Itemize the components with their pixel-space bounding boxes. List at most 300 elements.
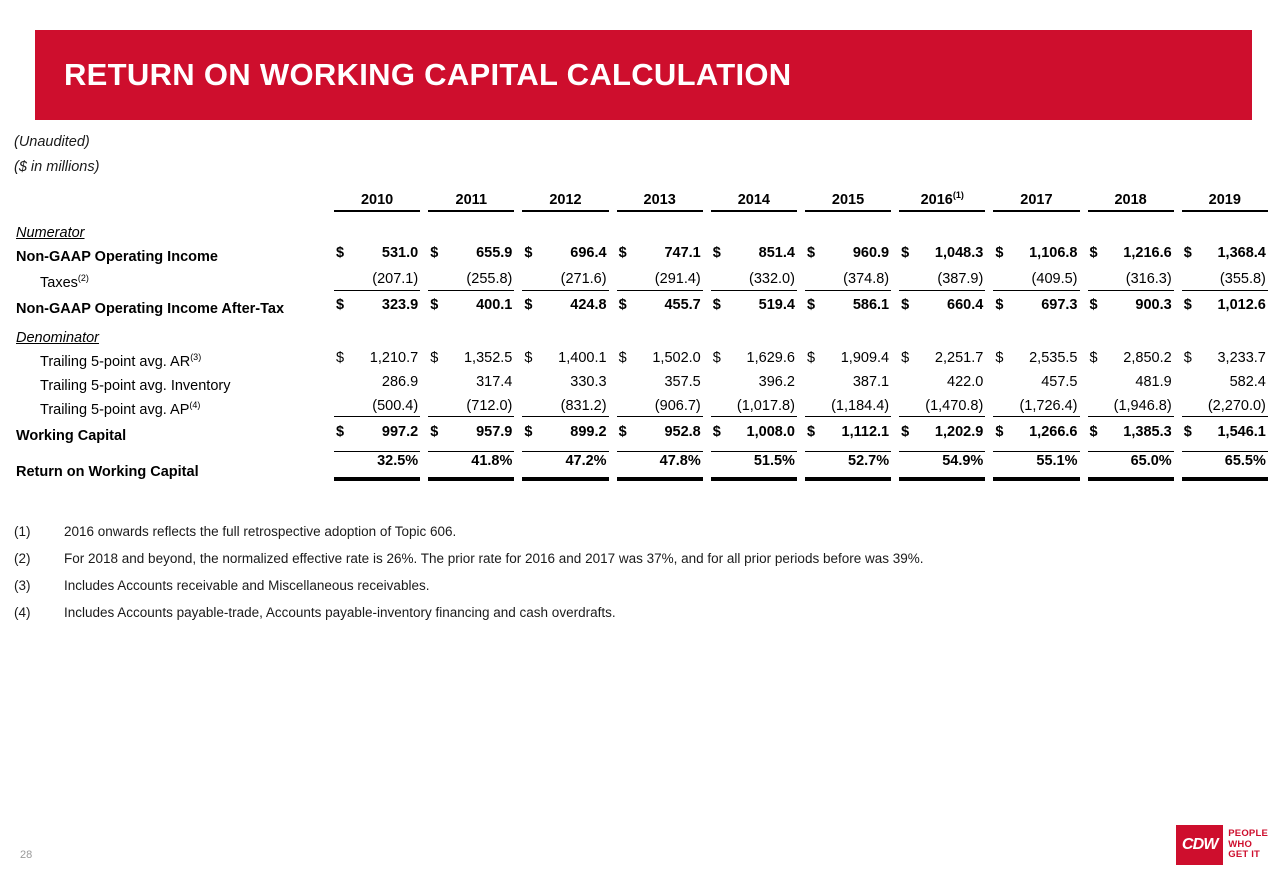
cell-value: (906.7) xyxy=(654,397,701,414)
cell-value: (355.8) xyxy=(1219,271,1266,287)
currency-symbol: $ xyxy=(995,423,1004,440)
cell-taxes-2014 xyxy=(707,265,801,291)
total-rule-bottom xyxy=(805,477,891,481)
cell-wc-2010 xyxy=(330,417,424,443)
cell-taxes-2019 xyxy=(1178,265,1272,291)
row-label-avg-ap xyxy=(14,393,330,417)
header-rule xyxy=(1182,210,1268,212)
cell-value: (387.9) xyxy=(937,271,984,287)
cell-oiat-2018 xyxy=(1084,291,1178,317)
spacer-cell xyxy=(14,212,1272,226)
currency-symbol: $ xyxy=(1183,349,1192,366)
column-header-2010 xyxy=(330,180,424,212)
currency-symbol: $ xyxy=(806,245,816,261)
cell-value: 32.5% xyxy=(377,452,419,469)
year-label: 2011 xyxy=(455,191,488,208)
cell-rowc-2018 xyxy=(1084,451,1178,479)
cell-value: 357.5 xyxy=(664,373,701,390)
cell-ap-2010 xyxy=(330,393,424,417)
cdw-tagline xyxy=(1228,829,1268,861)
cell-taxes-2017 xyxy=(989,265,1083,291)
spacer-row xyxy=(14,317,1272,331)
currency-symbol: $ xyxy=(336,297,345,313)
row-label-avg-ar xyxy=(14,345,330,369)
currency-symbol: $ xyxy=(1183,297,1192,313)
header-rule xyxy=(522,210,608,212)
cell-value: 54.9% xyxy=(942,452,984,469)
total-rule-top xyxy=(617,451,703,452)
cell-value: 3,233.7 xyxy=(1217,349,1266,366)
cell-value: 55.1% xyxy=(1036,452,1078,469)
cell-value: (316.3) xyxy=(1125,271,1172,287)
cell-ap-2012 xyxy=(518,393,612,417)
cell-ap-2019 xyxy=(1178,393,1272,417)
rowc-table xyxy=(14,180,1272,479)
cell-value: (1,184.4) xyxy=(831,397,890,414)
cell-rowc-2019 xyxy=(1178,451,1272,479)
cell-ap-2018 xyxy=(1084,393,1178,417)
table-row xyxy=(14,241,1272,265)
tagline-line-2: WHO xyxy=(1228,838,1253,850)
cell-value: 41.8% xyxy=(471,452,513,469)
cell-value: 400.1 xyxy=(476,297,513,313)
table-row xyxy=(14,369,1272,393)
currency-symbol: $ xyxy=(430,297,439,313)
currency-symbol: $ xyxy=(1089,349,1098,366)
page-number: 28 xyxy=(20,849,33,861)
currency-symbol: $ xyxy=(806,349,816,366)
cell-value: 286.9 xyxy=(381,373,419,390)
cell-value: 1,112.1 xyxy=(841,423,890,440)
cell-value: 519.4 xyxy=(758,297,795,313)
row-label-text: Taxes xyxy=(40,275,78,291)
header-rule xyxy=(334,210,420,212)
cell-value: 323.9 xyxy=(381,297,419,313)
cell-oiat-2011 xyxy=(424,291,518,317)
currency-symbol: $ xyxy=(712,349,721,366)
column-header-2015 xyxy=(801,180,895,212)
table-row xyxy=(14,393,1272,417)
footnote-ref: (2) xyxy=(77,273,89,284)
footnote-marker: (3) xyxy=(14,578,31,593)
title-banner xyxy=(35,30,1252,120)
cell-inv-2018 xyxy=(1084,369,1178,393)
cell-oiat-2014 xyxy=(707,291,801,317)
footnote-ref: (3) xyxy=(190,351,202,362)
cell-ar-2014 xyxy=(707,345,801,369)
total-rule-bottom xyxy=(428,477,514,481)
year-label: 2013 xyxy=(643,191,676,208)
cell-value: 957.9 xyxy=(476,423,513,440)
footnote-item xyxy=(14,578,1254,593)
currency-symbol: $ xyxy=(430,423,439,440)
caption-units: ($ in millions) xyxy=(14,159,100,175)
cell-oiat-2017 xyxy=(989,291,1083,317)
cell-value: 1,629.6 xyxy=(746,349,795,366)
row-label-working-capital: Working Capital xyxy=(16,427,127,444)
currency-symbol: $ xyxy=(712,245,721,261)
cell-oiat-2012 xyxy=(518,291,612,317)
cdw-logo-mark xyxy=(1176,825,1223,865)
cell-value: 696.4 xyxy=(570,245,607,261)
cell-value: 1,048.3 xyxy=(934,245,984,261)
cell-value: (2,270.0) xyxy=(1207,397,1266,414)
cell-value: 1,210.7 xyxy=(369,349,419,366)
cell-wc-2014 xyxy=(707,417,801,443)
currency-symbol: $ xyxy=(618,423,627,440)
cell-wc-2018 xyxy=(1084,417,1178,443)
cell-taxes-2015 xyxy=(801,265,895,291)
cell-rowc-2010 xyxy=(330,451,424,479)
row-label-operating-income: Non-GAAP Operating Income xyxy=(16,249,218,265)
footnote-marker: (4) xyxy=(14,605,31,620)
currency-symbol: $ xyxy=(524,423,533,440)
cell-wc-2013 xyxy=(613,417,707,443)
footnote-text: 2016 onwards reflects the full retrospective adoption of Topic 606. xyxy=(64,524,457,539)
header-rule xyxy=(993,210,1079,212)
cell-value: 1,400.1 xyxy=(558,349,607,366)
cell-value: 660.4 xyxy=(947,297,984,313)
footnote-marker: (1) xyxy=(14,524,31,539)
total-rule-top xyxy=(1182,451,1268,452)
year-label: 2019 xyxy=(1208,191,1241,208)
total-rule-top xyxy=(1088,451,1174,452)
section-denominator-row xyxy=(14,331,1272,346)
cell-value: (1,946.8) xyxy=(1113,397,1172,414)
total-rule-top xyxy=(805,451,891,452)
cell-wc-2017 xyxy=(989,417,1083,443)
cell-ar-2019 xyxy=(1178,345,1272,369)
total-rule-bottom xyxy=(1088,477,1174,481)
section-numerator-row xyxy=(14,226,1272,241)
cell-oi-2019 xyxy=(1178,241,1272,265)
cell-inv-2011 xyxy=(424,369,518,393)
cell-value: (207.1) xyxy=(372,271,419,287)
cell-value: 997.2 xyxy=(381,423,419,440)
cell-value: (271.6) xyxy=(560,271,607,287)
currency-symbol: $ xyxy=(618,245,627,261)
cell-value: 396.2 xyxy=(758,373,795,390)
currency-symbol: $ xyxy=(995,245,1004,261)
cell-value: (1,017.8) xyxy=(736,397,795,414)
cell-value: 952.8 xyxy=(664,423,701,440)
cell-rowc-2014 xyxy=(707,451,801,479)
total-rule-top xyxy=(993,451,1079,452)
currency-symbol: $ xyxy=(806,297,816,313)
cell-ar-2015 xyxy=(801,345,895,369)
cell-rowc-2011 xyxy=(424,451,518,479)
footnote-item xyxy=(14,551,1254,566)
header-rule xyxy=(899,210,985,212)
total-rule-top xyxy=(428,451,514,452)
cell-ap-2013 xyxy=(613,393,707,417)
cell-taxes-2010 xyxy=(330,265,424,291)
year-label: 2017 xyxy=(1020,191,1053,208)
cell-ar-2016 xyxy=(895,345,989,369)
cell-value: 2,850.2 xyxy=(1123,349,1172,366)
cdw-wordmark: CDW xyxy=(1181,836,1218,853)
header-rule xyxy=(805,210,891,212)
currency-symbol: $ xyxy=(1089,245,1098,261)
caption-unaudited: (Unaudited) xyxy=(14,134,90,150)
cell-rowc-2016 xyxy=(895,451,989,479)
cell-taxes-2018 xyxy=(1084,265,1178,291)
cell-value: 900.3 xyxy=(1135,297,1172,313)
cell-value: 586.1 xyxy=(852,297,890,313)
total-rule-bottom xyxy=(993,477,1079,481)
total-rule-bottom xyxy=(617,477,703,481)
cell-taxes-2012 xyxy=(518,265,612,291)
cell-value: 457.5 xyxy=(1041,373,1078,390)
currency-symbol: $ xyxy=(336,423,345,440)
year-sup: (1) xyxy=(952,189,964,200)
cell-value: 47.2% xyxy=(565,452,607,469)
currency-symbol: $ xyxy=(901,349,910,366)
column-header-2014 xyxy=(707,180,801,212)
cell-value: (500.4) xyxy=(372,397,419,414)
footnotes-block xyxy=(14,524,1254,632)
cell-value: 2,251.7 xyxy=(934,349,984,366)
currency-symbol: $ xyxy=(524,245,533,261)
cell-oiat-2016 xyxy=(895,291,989,317)
cell-ap-2014 xyxy=(707,393,801,417)
cell-oiat-2013 xyxy=(613,291,707,317)
currency-symbol: $ xyxy=(901,297,910,313)
spacer-cell xyxy=(14,317,1272,331)
cell-value: (374.8) xyxy=(843,271,890,287)
cell-rowc-2012 xyxy=(518,451,612,479)
year-label: 2015 xyxy=(831,191,865,208)
header-rule xyxy=(1088,210,1174,212)
year-label: 2018 xyxy=(1114,191,1147,208)
cell-ap-2017 xyxy=(989,393,1083,417)
cell-value: (1,470.8) xyxy=(925,397,984,414)
cell-value: 1,012.6 xyxy=(1217,297,1266,313)
cell-wc-2016 xyxy=(895,417,989,443)
table-row xyxy=(14,345,1272,369)
cell-wc-2015 xyxy=(801,417,895,443)
currency-symbol: $ xyxy=(806,423,816,440)
cell-value: 51.5% xyxy=(753,452,795,469)
table-header-row xyxy=(14,180,1272,212)
cell-inv-2010 xyxy=(330,369,424,393)
spacer-row xyxy=(14,443,1272,451)
section-header-denominator: Denominator xyxy=(16,329,100,346)
currency-symbol: $ xyxy=(995,349,1004,366)
section-blank xyxy=(330,226,1272,241)
cell-inv-2016 xyxy=(895,369,989,393)
cell-value: 899.2 xyxy=(570,423,607,440)
cell-value: 1,106.8 xyxy=(1029,245,1078,261)
table-row xyxy=(14,451,1272,479)
cell-oiat-2019 xyxy=(1178,291,1272,317)
cell-taxes-2013 xyxy=(613,265,707,291)
total-rule-bottom xyxy=(522,477,608,481)
footnote-text: For 2018 and beyond, the normalized effective rate is 26%. The prior rate for 2016 and 2017 was 37%, and for all prior periods before was 39%. xyxy=(64,551,924,566)
currency-symbol: $ xyxy=(995,297,1004,313)
currency-symbol: $ xyxy=(430,245,439,261)
cell-oi-2011 xyxy=(424,241,518,265)
year-label: 2014 xyxy=(737,191,770,208)
cell-ap-2015 xyxy=(801,393,895,417)
column-header-2016 xyxy=(895,180,989,212)
cell-ap-2011 xyxy=(424,393,518,417)
cell-value: 387.1 xyxy=(852,373,890,390)
cell-value: 1,266.6 xyxy=(1029,423,1078,440)
header-rule xyxy=(617,210,703,212)
currency-symbol: $ xyxy=(336,349,345,366)
row-label-text: Trailing 5-point avg. AP xyxy=(40,401,190,418)
row-label-operating-income-after-tax: Non-GAAP Operating Income After-Tax xyxy=(16,301,285,317)
footnote-item xyxy=(14,605,1254,620)
cell-ar-2013 xyxy=(613,345,707,369)
cell-rowc-2013 xyxy=(613,451,707,479)
currency-symbol: $ xyxy=(618,297,627,313)
cell-value: 1,385.3 xyxy=(1123,423,1172,440)
currency-symbol: $ xyxy=(901,245,910,261)
cell-inv-2017 xyxy=(989,369,1083,393)
total-rule-top xyxy=(522,451,608,452)
total-rule-bottom xyxy=(899,477,985,481)
cell-taxes-2011 xyxy=(424,265,518,291)
cell-oi-2010 xyxy=(330,241,424,265)
currency-symbol: $ xyxy=(1183,423,1192,440)
currency-symbol: $ xyxy=(1089,423,1098,440)
cell-value: 1,008.0 xyxy=(746,423,795,440)
cdw-logo xyxy=(1176,823,1268,867)
table-row xyxy=(14,291,1272,317)
cell-value: 52.7% xyxy=(848,452,890,469)
cell-value: 65.0% xyxy=(1130,452,1172,469)
cell-oi-2016 xyxy=(895,241,989,265)
cell-value: (291.4) xyxy=(654,271,701,287)
cell-inv-2019 xyxy=(1178,369,1272,393)
cell-taxes-2016 xyxy=(895,265,989,291)
section-header-numerator: Numerator xyxy=(16,225,85,241)
cell-oi-2013 xyxy=(613,241,707,265)
cell-ar-2012 xyxy=(518,345,612,369)
total-rule-bottom xyxy=(711,477,797,481)
cell-wc-2019 xyxy=(1178,417,1272,443)
cell-value: (255.8) xyxy=(466,271,513,287)
total-rule-top xyxy=(334,451,420,452)
footnote-text: Includes Accounts receivable and Miscellaneous receivables. xyxy=(64,578,430,593)
cell-value: 851.4 xyxy=(758,245,795,261)
cell-oi-2017 xyxy=(989,241,1083,265)
currency-symbol: $ xyxy=(712,297,721,313)
cell-oi-2018 xyxy=(1084,241,1178,265)
footnote-item xyxy=(14,524,1254,539)
currency-symbol: $ xyxy=(1183,245,1192,261)
cell-oiat-2010 xyxy=(330,291,424,317)
row-label-return-on-working-capital: Return on Working Capital xyxy=(16,463,199,480)
row-label-text: Trailing 5-point avg. AR xyxy=(40,353,191,370)
cell-oi-2012 xyxy=(518,241,612,265)
currency-symbol: $ xyxy=(524,297,533,313)
currency-symbol: $ xyxy=(901,423,910,440)
year-label: 2016 xyxy=(920,191,953,208)
currency-symbol: $ xyxy=(336,245,345,261)
cell-value: 1,202.9 xyxy=(934,423,984,440)
cell-value: (1,726.4) xyxy=(1019,397,1078,414)
total-rule-top xyxy=(899,451,985,452)
cell-value: (332.0) xyxy=(748,271,795,287)
footnote-text: Includes Accounts payable-trade, Accounts payable-inventory financing and cash overdrafts. xyxy=(64,605,616,620)
section-blank xyxy=(330,331,1272,346)
footnote-marker: (2) xyxy=(14,551,31,566)
spacer-cell xyxy=(14,443,1272,451)
footnote-ref: (4) xyxy=(189,399,201,410)
cell-inv-2013 xyxy=(613,369,707,393)
cell-ar-2010 xyxy=(330,345,424,369)
cell-value: 65.5% xyxy=(1224,452,1266,469)
cell-inv-2014 xyxy=(707,369,801,393)
tagline-line-3: GET IT xyxy=(1228,849,1261,861)
tagline-line-1: PEOPLE xyxy=(1228,828,1268,840)
cell-value: 317.4 xyxy=(476,373,513,390)
cell-value: 747.1 xyxy=(664,245,701,261)
cell-value: 1,216.6 xyxy=(1123,245,1172,261)
cell-value: 330.3 xyxy=(570,373,607,390)
cell-value: (831.2) xyxy=(560,397,607,414)
cell-wc-2011 xyxy=(424,417,518,443)
column-header-2019 xyxy=(1178,180,1272,212)
header-rule xyxy=(711,210,797,212)
table-row xyxy=(14,265,1272,291)
cell-ar-2018 xyxy=(1084,345,1178,369)
currency-symbol: $ xyxy=(618,349,627,366)
cell-value: 47.8% xyxy=(659,452,701,469)
total-rule-bottom xyxy=(334,477,420,481)
cell-value: 655.9 xyxy=(476,245,513,261)
table-row xyxy=(14,417,1272,443)
cell-ar-2017 xyxy=(989,345,1083,369)
cell-value: 960.9 xyxy=(852,245,890,261)
cell-wc-2012 xyxy=(518,417,612,443)
column-header-2018 xyxy=(1084,180,1178,212)
cell-value: 1,368.4 xyxy=(1217,245,1266,261)
cell-inv-2012 xyxy=(518,369,612,393)
cell-value: 2,535.5 xyxy=(1029,349,1078,366)
currency-symbol: $ xyxy=(430,349,439,366)
header-spacer xyxy=(14,180,330,212)
cell-value: 531.0 xyxy=(381,245,419,261)
cell-value: 422.0 xyxy=(947,373,984,390)
total-rule-top xyxy=(711,451,797,452)
cell-value: 481.9 xyxy=(1135,373,1172,390)
cell-ar-2011 xyxy=(424,345,518,369)
cell-value: 1,352.5 xyxy=(463,349,513,366)
cell-inv-2015 xyxy=(801,369,895,393)
cell-value: (409.5) xyxy=(1031,271,1078,287)
year-label: 2010 xyxy=(360,191,394,208)
row-label-avg-inventory: Trailing 5-point avg. Inventory xyxy=(40,377,231,394)
cell-value: 1,909.4 xyxy=(840,349,890,366)
cell-value: 697.3 xyxy=(1041,297,1078,313)
column-header-2011 xyxy=(424,180,518,212)
spacer-row xyxy=(14,212,1272,226)
header-rule xyxy=(428,210,514,212)
cell-value: 455.7 xyxy=(664,297,701,313)
total-rule-bottom xyxy=(1182,477,1268,481)
cell-value: 424.8 xyxy=(570,297,607,313)
currency-symbol: $ xyxy=(712,423,721,440)
column-header-2013 xyxy=(613,180,707,212)
cell-ap-2016 xyxy=(895,393,989,417)
currency-symbol: $ xyxy=(1089,297,1098,313)
cell-value: (712.0) xyxy=(466,397,513,414)
cell-oi-2014 xyxy=(707,241,801,265)
